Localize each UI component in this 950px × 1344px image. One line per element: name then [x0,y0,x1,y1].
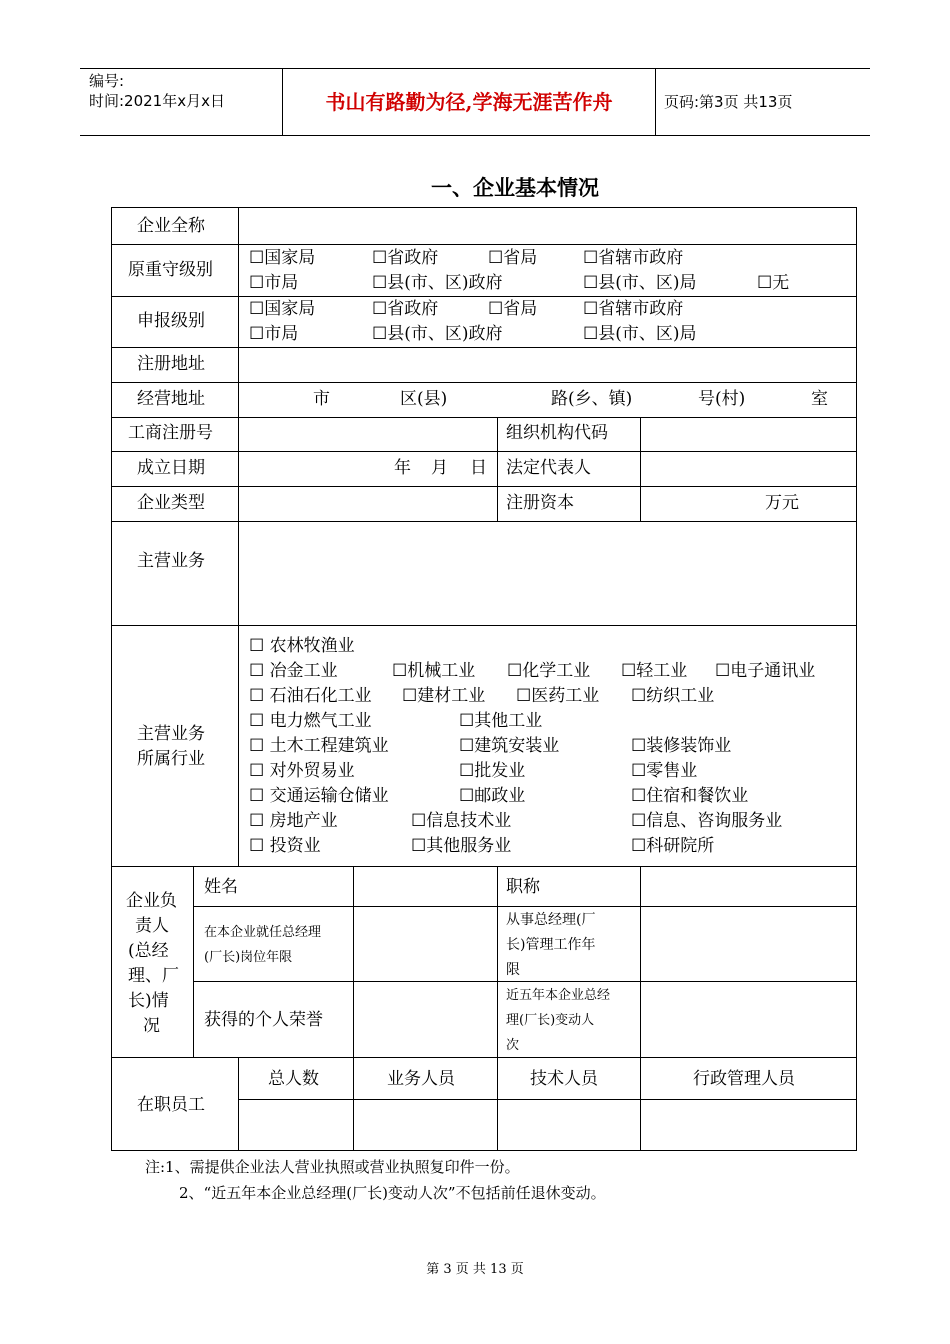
addr-room: 室 [811,389,828,409]
label-tenure-2: (厂长)岗位年限 [204,950,293,965]
orig-level-province-gov[interactable]: ☐省政府 [372,248,439,268]
industry-electronics[interactable]: ☐电子通讯业 [715,661,816,681]
label-ent-type: 企业类型 [137,493,205,513]
addr-city: 市 [313,389,330,409]
note-2: 2、“近五年本企业总经理(厂长)变动人次”不包括前任退休变动。 [179,1184,606,1202]
industry-other-industry[interactable]: ☐其他工业 [459,711,543,731]
label-honors: 获得的个人荣誉 [204,1010,323,1030]
addr-road: 路(乡、镇) [551,389,633,409]
label-leader-2: 责人 [135,916,169,936]
apply-level-national[interactable]: ☐国家局 [249,299,316,319]
industry-hospitality[interactable]: ☐住宿和餐饮业 [631,786,749,806]
col-line [640,417,641,521]
row-line [238,1099,857,1100]
label-leader-1: 企业负 [126,891,177,911]
industry-power[interactable]: ☐ 电力燃气工业 [249,711,372,731]
header-motto: 书山有路勤为径,学海无涯苦作舟 [282,69,656,135]
col-line [193,866,194,1057]
number-label: 编号: [89,72,125,90]
industry-consulting[interactable]: ☐信息、咨询服务业 [631,811,783,831]
row-line [193,981,857,982]
industry-wholesale[interactable]: ☐批发业 [459,761,526,781]
label-industry-2: 所属行业 [137,749,205,769]
col-line [640,866,641,1057]
industry-machinery[interactable]: ☐机械工业 [392,661,476,681]
table-border-bottom [111,1150,857,1151]
industry-transport[interactable]: ☐ 交通运输仓储业 [249,786,389,806]
date-label: 时间:2021年x月x日 [89,92,225,110]
label-total: 总人数 [268,1069,319,1089]
industry-installation[interactable]: ☐建筑安装业 [459,736,560,756]
date-year: 年 [394,458,411,478]
col-line [497,1057,498,1151]
row-line [111,451,857,452]
table-border-left [111,207,112,1151]
label-reg-addr: 注册地址 [137,354,205,374]
label-biz-reg-no: 工商注册号 [128,423,213,443]
industry-it[interactable]: ☐信息技术业 [411,811,512,831]
apply-level-county-bureau[interactable]: ☐县(市、区)局 [583,324,697,344]
label-tenure-1: 在本企业就任总经理 [204,925,322,940]
col-line [353,1057,354,1151]
label-mgmt-years-2: 长)管理工作年 [506,937,596,953]
label-changes-3: 次 [506,1038,520,1053]
apply-level-city-bureau[interactable]: ☐市局 [249,324,299,344]
label-apply-level: 申报级别 [137,311,205,331]
page-footer: 第 3 页 共 13 页 [426,1262,524,1277]
industry-petro[interactable]: ☐ 石油石化工业 [249,686,372,706]
industry-building-materials[interactable]: ☐建材工业 [402,686,486,706]
row-line [111,1057,857,1058]
col-line [640,1057,641,1151]
label-biz-addr: 经营地址 [137,389,205,409]
col-line [353,866,354,1057]
row-line [111,296,857,297]
industry-investment[interactable]: ☐ 投资业 [249,836,321,856]
orig-level-county-bureau[interactable]: ☐县(市、区)局 [583,273,697,293]
label-full-name: 企业全称 [137,216,205,236]
header-meta [80,69,282,135]
row-line [111,244,857,245]
row-line [111,866,857,867]
addr-number: 号(村) [698,389,746,409]
table-border-right [856,207,857,1151]
orig-level-none[interactable]: ☐无 [757,273,790,293]
orig-level-province-bureau[interactable]: ☐省局 [488,248,538,268]
col-line [497,866,498,1057]
row-line [111,347,857,348]
label-job-title: 职称 [506,877,540,897]
industry-postal[interactable]: ☐邮政业 [459,786,526,806]
label-industry-1: 主营业务 [137,724,205,744]
label-changes-1: 近五年本企业总经 [506,988,611,1003]
label-leader-6: 况 [143,1016,160,1036]
header-page-code: 页码:第3页 共13页 [664,93,793,111]
label-leader-4: 理、厂 [128,966,179,986]
row-line [193,906,857,907]
label-mgmt-years-3: 限 [506,962,520,978]
label-main-biz: 主营业务 [137,551,205,571]
date-month: 月 [431,458,448,478]
label-tech-staff: 技术人员 [530,1069,598,1089]
industry-metallurgy[interactable]: ☐ 冶金工业 [249,661,338,681]
label-mgmt-years-1: 从事总经理(厂 [506,912,596,928]
apply-level-county-gov[interactable]: ☐县(市、区)政府 [372,324,503,344]
industry-realestate[interactable]: ☐ 房地产业 [249,811,338,831]
apply-level-province-gov[interactable]: ☐省政府 [372,299,439,319]
table-border-top [111,207,857,208]
industry-chemical[interactable]: ☐化学工业 [507,661,591,681]
industry-civil[interactable]: ☐ 土木工程建筑业 [249,736,389,756]
col-line [497,417,498,521]
label-org-code: 组织机构代码 [506,423,608,443]
industry-trade[interactable]: ☐ 对外贸易业 [249,761,355,781]
label-leader-5: 长)情 [128,991,169,1011]
addr-district: 区(县) [400,389,448,409]
label-changes-2: 理(厂长)变动人 [506,1013,595,1028]
section-title: 一、企业基本情况 [431,176,599,200]
industry-other-service[interactable]: ☐其他服务业 [411,836,512,856]
industry-decoration[interactable]: ☐装修装饰业 [631,736,732,756]
enterprise-info-table [111,207,857,1151]
label-name: 姓名 [204,877,238,897]
page-header [80,68,870,136]
industry-light[interactable]: ☐轻工业 [621,661,688,681]
industry-textile[interactable]: ☐纺织工业 [631,686,715,706]
orig-level-county-gov[interactable]: ☐县(市、区)政府 [372,273,503,293]
apply-level-city-gov[interactable]: ☐省辖市政府 [583,299,684,319]
col-line [238,207,239,866]
label-staff: 在职员工 [137,1095,205,1115]
industry-pharma[interactable]: ☐医药工业 [516,686,600,706]
industry-retail[interactable]: ☐零售业 [631,761,698,781]
label-leader-3: (总经 [128,941,169,961]
col-line [238,1057,239,1151]
orig-level-city-bureau[interactable]: ☐市局 [249,273,299,293]
industry-agri[interactable]: ☐ 农林牧渔业 [249,636,355,656]
label-biz-staff: 业务人员 [387,1069,455,1089]
industry-research[interactable]: ☐科研院所 [631,836,715,856]
label-reg-capital: 注册资本 [506,493,574,513]
orig-level-national[interactable]: ☐国家局 [249,248,316,268]
row-line [111,382,857,383]
apply-level-province-bureau[interactable]: ☐省局 [488,299,538,319]
orig-level-city-gov[interactable]: ☐省辖市政府 [583,248,684,268]
capital-unit: 万元 [765,493,799,513]
label-est-date: 成立日期 [137,458,205,478]
note-1: 注:1、需提供企业法人营业执照或营业执照复印件一份。 [145,1158,520,1176]
row-line [111,625,857,626]
label-orig-level: 原重守级别 [128,260,213,280]
row-line [111,486,857,487]
date-day: 日 [470,458,487,478]
row-line [111,417,857,418]
label-legal-rep: 法定代表人 [506,458,591,478]
row-line [111,521,857,522]
label-admin-staff: 行政管理人员 [693,1069,795,1089]
